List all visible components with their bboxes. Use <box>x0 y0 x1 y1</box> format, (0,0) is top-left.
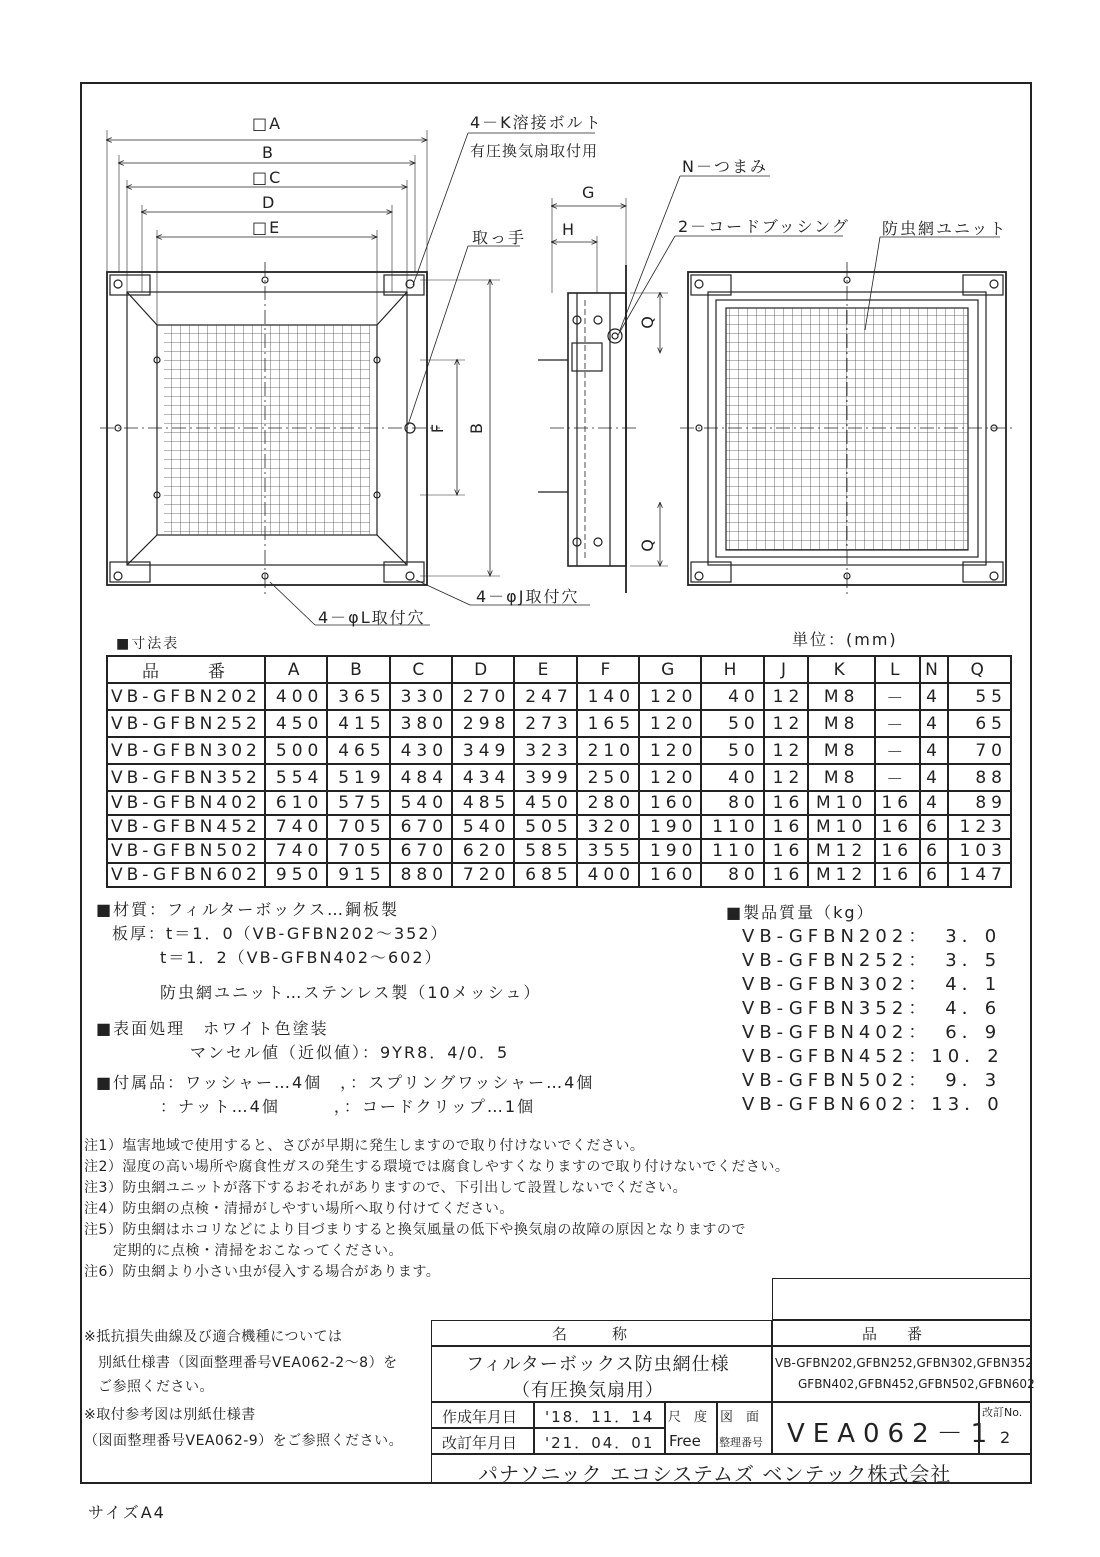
value-cell: 380 <box>390 710 452 737</box>
value-cell: 450 <box>514 791 576 815</box>
value-cell: 575 <box>327 791 389 815</box>
part-numbers-1: VB-GFBN202,GFBN252,GFBN302,GFBN352 <box>775 1356 1033 1370</box>
value-cell: 210 <box>577 737 639 764</box>
accessories-1: ■付属品：ワッシャー…4個 ，：スプリングワッシャー…4個 <box>96 1073 595 1092</box>
value-cell: 740 <box>265 839 327 863</box>
dim-label-C: □C <box>252 168 283 187</box>
column-header: J <box>764 656 809 683</box>
value-cell: M10 <box>808 815 875 839</box>
value-cell: 65 <box>948 710 1011 737</box>
table-row <box>107 737 1011 764</box>
paper-size: サイズA4 <box>88 1503 166 1522</box>
value-cell: 103 <box>948 839 1011 863</box>
note-line: 定期的に点検・清掃をおこなってください。 <box>84 1243 403 1259</box>
value-cell: 190 <box>639 839 701 863</box>
value-cell: 190 <box>639 815 701 839</box>
value-cell: 40 <box>701 764 763 791</box>
value-cell: M12 <box>808 863 875 887</box>
value-cell: 450 <box>265 710 327 737</box>
value-cell: 50 <box>701 710 763 737</box>
callout-weld-bolt-use: 有圧換気扇取付用 <box>470 142 599 160</box>
value-cell: 685 <box>514 863 576 887</box>
dim-label-Q-top: Q <box>637 314 657 329</box>
value-cell: M8 <box>808 764 875 791</box>
table-row <box>107 791 1011 815</box>
value-cell: 540 <box>452 815 514 839</box>
table-row <box>107 683 1011 710</box>
value-cell: 147 <box>948 863 1011 887</box>
value-cell: 298 <box>452 710 514 737</box>
value-cell: 485 <box>452 791 514 815</box>
column-header: N <box>920 656 949 683</box>
callout-insect-net-unit: 防虫網ユニット <box>882 219 1008 238</box>
value-cell: 88 <box>948 764 1011 791</box>
value-cell: 80 <box>701 791 763 815</box>
part-header: 品 番 <box>862 1325 923 1343</box>
note-line: 注1）塩害地域で使用すると、さびが早期に発生しますので取り付けないでください。 <box>84 1138 645 1154</box>
note-line: 注3）防虫網ユニットが落下するおそれがありますので、下引出して設置しないでください。 <box>84 1180 688 1196</box>
column-header: G <box>639 656 701 683</box>
value-cell: 120 <box>639 764 701 791</box>
thickness-spec-1: 板厚：t＝1．0（VB-GFBN202～352） <box>112 924 449 943</box>
value-cell: － <box>875 710 920 737</box>
value-cell: 610 <box>265 791 327 815</box>
value-cell: 120 <box>639 737 701 764</box>
mass-item: VB-GFBN302： 4．1 <box>742 974 1002 995</box>
callout-cord-bushing: 2－コードブッシング <box>678 217 850 236</box>
product-name: フィルターボックス防虫網仕様 <box>466 1354 730 1375</box>
value-cell: 4 <box>920 683 949 710</box>
ref-line-1: ※抵抗損失曲線及び適合機種については <box>84 1329 343 1345</box>
value-cell: 80 <box>701 863 763 887</box>
dimension-table <box>106 655 1012 888</box>
ref-line-4: ※取付参考図は別紙仕様書 <box>84 1407 256 1423</box>
value-cell: － <box>875 737 920 764</box>
value-cell: 12 <box>764 737 809 764</box>
mass-item: VB-GFBN252： 3．5 <box>742 950 1002 971</box>
table-row <box>107 839 1011 863</box>
value-cell: 705 <box>327 839 389 863</box>
table-row <box>107 764 1011 791</box>
value-cell: 4 <box>920 737 949 764</box>
model-cell: VB-GFBN252 <box>107 710 265 737</box>
mass-item: VB-GFBN352： 4．6 <box>742 998 1002 1019</box>
model-cell: VB-GFBN352 <box>107 764 265 791</box>
value-cell: 500 <box>265 737 327 764</box>
note-line: 注5）防虫網はホコリなどにより目づまりすると換気風量の低下や換気扇の故障の原因となりますので <box>84 1222 746 1238</box>
mass-item: VB-GFBN502： 9．3 <box>742 1070 1002 1091</box>
table-body <box>107 683 1011 887</box>
value-cell: 540 <box>390 791 452 815</box>
column-header: F <box>577 656 639 683</box>
value-cell: 70 <box>948 737 1011 764</box>
dim-label-H: H <box>562 220 577 239</box>
revision-label: 改訂No. <box>982 1406 1023 1419</box>
dim-label-B: B <box>262 143 275 162</box>
value-cell: 16 <box>875 863 920 887</box>
value-cell: 12 <box>764 683 809 710</box>
value-cell: 415 <box>327 710 389 737</box>
value-cell: 330 <box>390 683 452 710</box>
value-cell: 434 <box>452 764 514 791</box>
part-numbers-2: GFBN402,GFBN452,GFBN502,GFBN602 <box>798 1377 1035 1391</box>
name-header: 名 称 <box>552 1325 628 1343</box>
value-cell: 16 <box>764 839 809 863</box>
value-cell: 12 <box>764 764 809 791</box>
value-cell: M8 <box>808 737 875 764</box>
dim-label-E: □E <box>252 218 282 237</box>
company-name: パナソニック エコシステムズ ベンテック株式会社 <box>478 1462 952 1486</box>
column-header: E <box>514 656 576 683</box>
mass-item: VB-GFBN402： 6．9 <box>742 1022 1002 1043</box>
value-cell: － <box>875 683 920 710</box>
value-cell: 280 <box>577 791 639 815</box>
value-cell: 50 <box>701 737 763 764</box>
scale-label: 尺 度 <box>668 1410 708 1425</box>
column-header: B <box>327 656 389 683</box>
dim-label-D: D <box>262 193 277 212</box>
value-cell: 349 <box>452 737 514 764</box>
table-row <box>107 710 1011 737</box>
title-block-top-right <box>772 1278 1032 1320</box>
value-cell: 6 <box>920 863 949 887</box>
note-line: 注4）防虫網の点検・清掃がしやすい場所へ取り付けてください。 <box>84 1201 514 1217</box>
model-cell: VB-GFBN502 <box>107 839 265 863</box>
column-header: D <box>452 656 514 683</box>
table-row <box>107 815 1011 839</box>
callout-hole-L: 4－φL取付穴 <box>318 608 426 627</box>
dim-label-B-vertical: B <box>466 421 486 434</box>
revised-date: '21．04．01 <box>545 1434 655 1452</box>
revised-label: 改訂年月日 <box>442 1434 518 1452</box>
value-cell: 165 <box>577 710 639 737</box>
callout-knob: N－つまみ <box>682 157 768 176</box>
material-spec: ■材質：フィルターボックス…鋼板製 <box>96 900 400 919</box>
value-cell: 670 <box>390 839 452 863</box>
value-cell: 950 <box>265 863 327 887</box>
mass-item: VB-GFBN452：10．2 <box>742 1046 1004 1067</box>
value-cell: 123 <box>948 815 1011 839</box>
scale-value: Free <box>669 1432 701 1450</box>
value-cell: 16 <box>875 839 920 863</box>
product-subname: （有圧換気扇用） <box>512 1380 664 1401</box>
value-cell: 273 <box>514 710 576 737</box>
munsell-value: マンセル値（近似値）：9YR8．4/0．5 <box>190 1043 510 1062</box>
value-cell: 160 <box>639 863 701 887</box>
callout-weld-bolt: 4－K溶接ボルト <box>470 113 603 132</box>
value-cell: 365 <box>327 683 389 710</box>
value-cell: 915 <box>327 863 389 887</box>
value-cell: 505 <box>514 815 576 839</box>
value-cell: M12 <box>808 839 875 863</box>
value-cell: 323 <box>514 737 576 764</box>
technical-drawing <box>0 0 1100 640</box>
value-cell: 4 <box>920 791 949 815</box>
value-cell: 400 <box>265 683 327 710</box>
created-label: 作成年月日 <box>442 1408 518 1426</box>
value-cell: 620 <box>452 839 514 863</box>
value-cell: 110 <box>701 815 763 839</box>
value-cell: 55 <box>948 683 1011 710</box>
dim-label-A: □A <box>252 114 283 133</box>
created-date: '18．11．14 <box>545 1408 655 1426</box>
value-cell: 140 <box>577 683 639 710</box>
value-cell: 16 <box>764 791 809 815</box>
value-cell: 160 <box>639 791 701 815</box>
column-header: L <box>875 656 920 683</box>
value-cell: 16 <box>764 815 809 839</box>
column-header: H <box>701 656 763 683</box>
note-line: 注2）湿度の高い場所や腐食性ガスの発生する環境では腐食しやすくなりますので取り付けないでください。 <box>84 1159 790 1175</box>
value-cell: 120 <box>639 683 701 710</box>
ref-line-3: ご参照ください。 <box>98 1379 214 1395</box>
net-spec: 防虫網ユニット…ステンレス製（10メッシュ） <box>160 983 542 1002</box>
table-header-row <box>107 656 1011 683</box>
ref-line-2: 別紙仕様書（図面整理番号VEA062-2～8）を <box>98 1355 398 1371</box>
value-cell: 484 <box>390 764 452 791</box>
model-cell: VB-GFBN302 <box>107 737 265 764</box>
value-cell: 247 <box>514 683 576 710</box>
value-cell: M10 <box>808 791 875 815</box>
callout-handle: 取っ手 <box>472 228 527 247</box>
mass-item: VB-GFBN602：13．0 <box>742 1094 1004 1115</box>
column-header: 品 番 <box>107 656 265 683</box>
callout-hole-J: 4－φJ取付穴 <box>476 587 580 606</box>
value-cell: 585 <box>514 839 576 863</box>
note-line: 注6）防虫網より小さい虫が侵入する場合があります。 <box>84 1264 441 1280</box>
ref-line-5: （図面整理番号VEA062-9）をご参照ください。 <box>84 1433 404 1449</box>
value-cell: 120 <box>639 710 701 737</box>
dimension-table-title: ■寸法表 <box>116 636 180 652</box>
value-cell: 519 <box>327 764 389 791</box>
value-cell: 399 <box>514 764 576 791</box>
value-cell: 705 <box>327 815 389 839</box>
model-cell: VB-GFBN602 <box>107 863 265 887</box>
value-cell: 465 <box>327 737 389 764</box>
value-cell: 16 <box>764 863 809 887</box>
drawing-number-label: 整理番号 <box>719 1436 763 1449</box>
value-cell: 430 <box>390 737 452 764</box>
model-cell: VB-GFBN452 <box>107 815 265 839</box>
revision-number: 2 <box>1000 1428 1011 1447</box>
drawing-label: 図 面 <box>720 1410 760 1425</box>
dim-label-G: G <box>582 183 597 202</box>
value-cell: 740 <box>265 815 327 839</box>
table-row <box>107 863 1011 887</box>
value-cell: 40 <box>701 683 763 710</box>
column-header: Q <box>948 656 1011 683</box>
value-cell: 16 <box>875 815 920 839</box>
value-cell: 6 <box>920 839 949 863</box>
mass-item: VB-GFBN202： 3．0 <box>742 926 1002 947</box>
part-cell <box>772 1346 1032 1402</box>
value-cell: 12 <box>764 710 809 737</box>
dim-label-F: F <box>428 421 448 434</box>
mass-title: ■製品質量（kg） <box>726 903 875 922</box>
unit-label: 単位：(mm) <box>792 630 898 649</box>
value-cell: 4 <box>920 764 949 791</box>
value-cell: 400 <box>577 863 639 887</box>
drawing-number: VEA062－1 <box>787 1419 996 1449</box>
value-cell: 670 <box>390 815 452 839</box>
column-header: A <box>265 656 327 683</box>
value-cell: 270 <box>452 683 514 710</box>
column-header: K <box>808 656 875 683</box>
column-header: C <box>390 656 452 683</box>
value-cell: 16 <box>875 791 920 815</box>
value-cell: 110 <box>701 839 763 863</box>
value-cell: 554 <box>265 764 327 791</box>
accessories-2: ：ナット…4個 ，：コードクリップ…1個 <box>160 1097 536 1116</box>
model-cell: VB-GFBN202 <box>107 683 265 710</box>
value-cell: 6 <box>920 815 949 839</box>
value-cell: 320 <box>577 815 639 839</box>
value-cell: 355 <box>577 839 639 863</box>
value-cell: 720 <box>452 863 514 887</box>
value-cell: M8 <box>808 710 875 737</box>
value-cell: 880 <box>390 863 452 887</box>
value-cell: 250 <box>577 764 639 791</box>
value-cell: 4 <box>920 710 949 737</box>
value-cell: － <box>875 764 920 791</box>
value-cell: M8 <box>808 683 875 710</box>
value-cell: 89 <box>948 791 1011 815</box>
surface-treatment: ■表面処理 ホワイト色塗装 <box>96 1019 329 1038</box>
dim-label-Q-bottom: Q <box>637 537 657 552</box>
model-cell: VB-GFBN402 <box>107 791 265 815</box>
thickness-spec-2: t＝1．2（VB-GFBN402～602） <box>160 948 443 967</box>
